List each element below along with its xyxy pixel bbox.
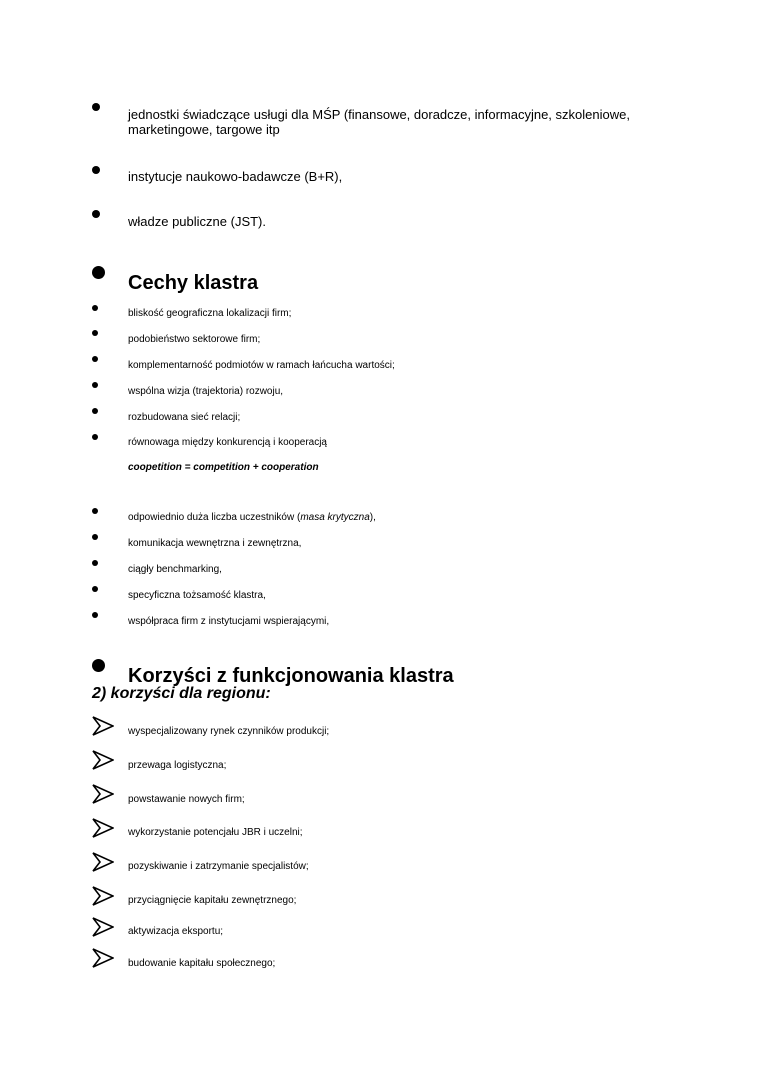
list-item: specyficzna tożsamość klastra, [128,590,266,601]
list-item: przewaga logistyczna; [128,760,227,771]
list-item: aktywizacja eksportu; [128,926,224,937]
arrow-bullet-icon [92,784,114,804]
heading-bullet-icon [92,266,105,279]
list-item [128,512,376,524]
list-item: komunikacja wewnętrzna i zewnętrzna, [128,538,302,549]
bullet-icon [92,330,98,336]
bullet-icon [92,382,98,388]
list-item: bliskość geograficzna lokalizacji firm; [128,308,292,319]
list-item: ciągły benchmarking, [128,564,222,575]
bullet-icon [92,508,98,514]
section-heading: Cechy klastra [128,272,259,294]
bullet-icon [92,408,98,414]
list-item-emphasis: masa krytyczna [300,512,370,523]
bullet-icon [92,586,98,592]
section-subheading: 2) korzyści dla regionu: [92,685,271,702]
list-item: przyciągnięcie kapitału zewnętrznego; [128,895,297,906]
list-item: rozbudowana sieć relacji; [128,412,241,423]
arrow-bullet-icon [92,917,114,937]
bullet-icon [92,434,98,440]
list-item-text: ), [369,512,376,523]
arrow-bullet-icon [92,716,114,736]
list-item: instytucje naukowo-badawcze (B+R), [128,169,343,184]
formula-text: coopetition = competition + cooperation [128,462,319,473]
list-item-text: odpowiednio duża liczba uczestników ( [128,512,301,523]
list-item: jednostki świadczące usługi dla MŚP (finansowe, doradcze, informacyjne, szkoleniowe, [128,107,630,122]
arrow-bullet-icon [92,852,114,872]
section-heading: Korzyści z funkcjonowania klastra [128,665,454,687]
list-item-continuation: marketingowe, targowe itp [128,122,280,137]
list-item: budowanie kapitału społecznego; [128,958,276,969]
bullet-icon [92,534,98,540]
list-item: równowaga między konkurencją i kooperacją [128,437,327,448]
heading-bullet-icon [92,659,105,672]
bullet-icon [92,103,100,111]
list-item: wykorzystanie potencjału JBR i uczelni; [128,827,303,838]
list-item: wyspecjalizowany rynek czynników produkcji; [128,726,330,737]
list-item: podobieństwo sektorowe firm; [128,334,261,345]
list-item: wspólna wizja (trajektoria) rozwoju, [128,386,284,397]
list-item: władze publiczne (JST). [128,214,266,229]
bullet-icon [92,356,98,362]
bullet-icon [92,560,98,566]
arrow-bullet-icon [92,948,114,968]
bullet-icon [92,305,98,311]
list-item: współpraca firm z instytucjami wspierającymi, [128,616,330,627]
list-item: powstawanie nowych firm; [128,794,245,805]
arrow-bullet-icon [92,886,114,906]
bullet-icon [92,166,100,174]
list-item: komplementarność podmiotów w ramach łańcucha wartości; [128,360,395,371]
list-item: pozyskiwanie i zatrzymanie specjalistów; [128,861,309,872]
bullet-icon [92,612,98,618]
arrow-bullet-icon [92,818,114,838]
bullet-icon [92,210,100,218]
arrow-bullet-icon [92,750,114,770]
